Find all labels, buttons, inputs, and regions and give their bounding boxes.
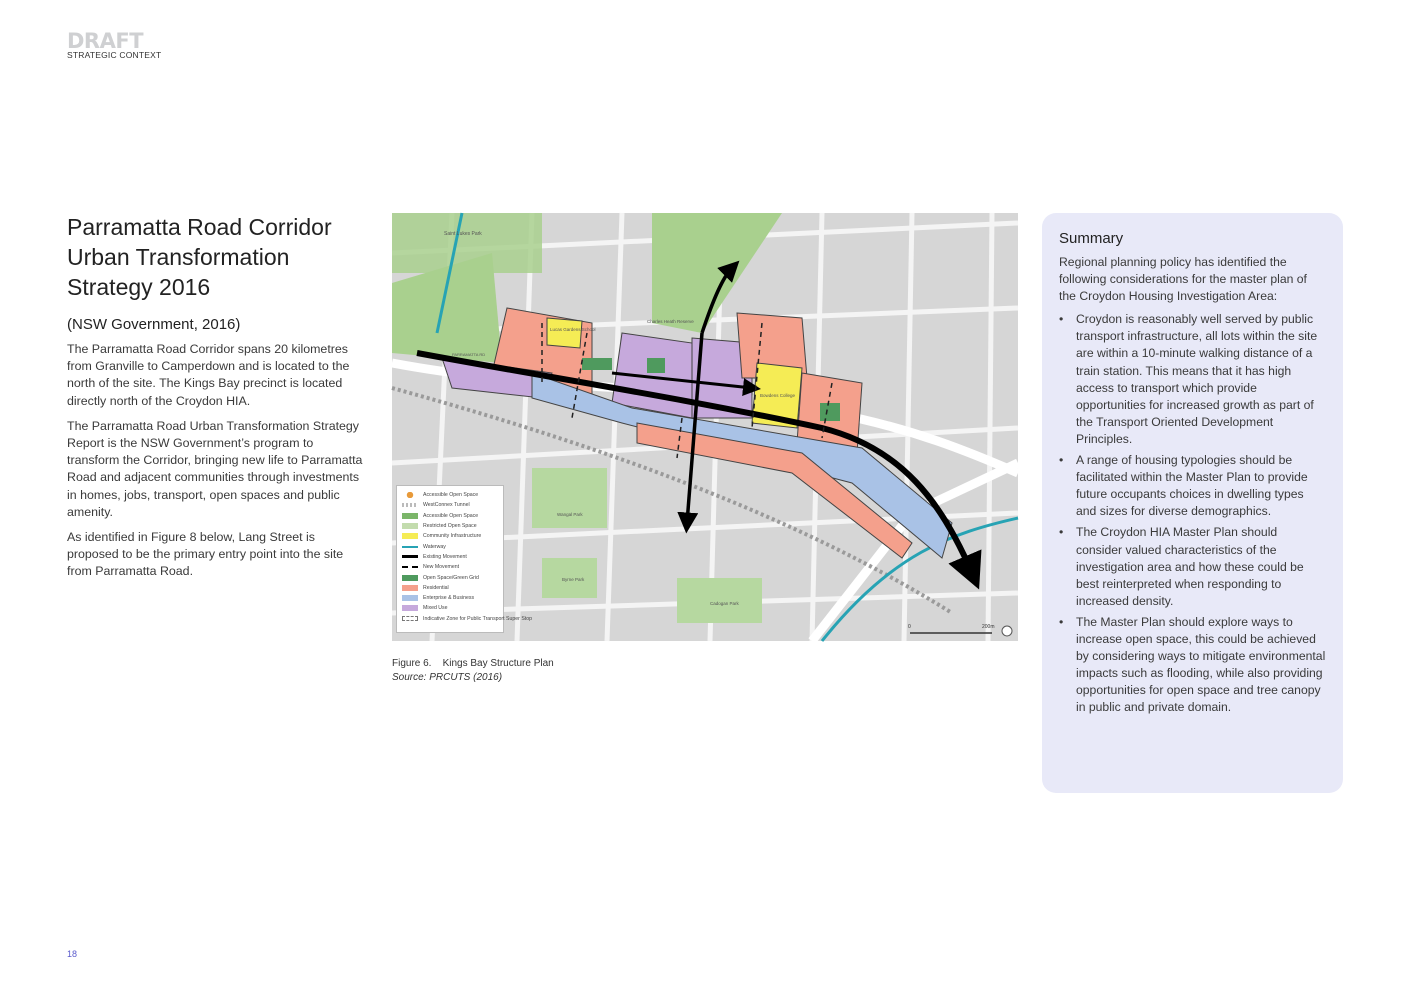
map-legend bbox=[396, 485, 532, 633]
map-label-park-1: Wangal Park bbox=[557, 512, 583, 517]
draft-watermark: DRAFT bbox=[67, 29, 144, 53]
legend-label: Open Space/Green Grid bbox=[423, 574, 479, 581]
legend-label: Accessible Open Space bbox=[423, 492, 479, 499]
legend-label: Residential bbox=[423, 584, 449, 591]
legend-swatch-icon bbox=[402, 513, 418, 519]
intro-column bbox=[67, 212, 369, 589]
legend-label: Restricted Open Space bbox=[423, 523, 477, 530]
legend-label: Mixed Use bbox=[423, 605, 448, 612]
map-label-park-2: Byrne Park bbox=[562, 577, 585, 582]
legend-swatch-icon bbox=[402, 575, 418, 581]
legend-label: New Movement bbox=[423, 564, 460, 571]
summary-intro: Regional planning policy has identified the following considerations for the master plan of the Croydon Housing Investigation Area: bbox=[1059, 255, 1307, 304]
legend-item bbox=[402, 603, 498, 613]
legend-item bbox=[402, 490, 498, 500]
legend-item bbox=[402, 541, 498, 551]
page-title bbox=[67, 212, 369, 302]
title-line-1: Parramatta Road Corridor bbox=[67, 214, 332, 240]
legend-label: Indicative Zone for Public Transport Super Stop bbox=[423, 615, 532, 622]
title-line-3: Strategy 2016 bbox=[67, 274, 211, 300]
map-label-college: Bowdens College bbox=[760, 393, 796, 398]
legend-item bbox=[402, 583, 498, 593]
legend-swatch-icon bbox=[402, 503, 418, 507]
map-label-park-3: Cadogan Park bbox=[710, 601, 739, 606]
scale-distance-label: 200m bbox=[982, 624, 995, 630]
legend-swatch-icon bbox=[402, 566, 418, 568]
legend-item bbox=[402, 614, 532, 624]
list-item-text: The Croydon HIA Master Plan should consider valued characteristics of the investigation area and how these could be best reinterpreted when responding to increased density. bbox=[1076, 525, 1304, 608]
list-item bbox=[1059, 311, 1326, 448]
legend-item bbox=[402, 572, 498, 582]
list-item bbox=[1059, 524, 1326, 609]
legend-swatch-icon bbox=[402, 605, 418, 611]
legend-swatch-icon bbox=[402, 595, 418, 601]
list-item-text: Croydon is reasonably well served by public transport infrastructure, all lots within the site are within a 10-minute walking distance of a train station. This means that it has high access to transport which provide opportunities for increased growth as part of the Transport Oriented Development Principles. bbox=[1076, 312, 1318, 446]
bullet-icon: • bbox=[1059, 453, 1064, 468]
map-label-top-park: Saint Lukes Park bbox=[444, 231, 482, 237]
structure-plan-map bbox=[392, 213, 1018, 641]
legend-label: Enterprise & Business bbox=[423, 595, 475, 602]
north-arrow-icon bbox=[1002, 626, 1012, 636]
legend-swatch-icon bbox=[402, 555, 418, 558]
figure-title: Figure 6. Kings Bay Structure Plan bbox=[392, 658, 554, 669]
legend-swatch-icon bbox=[402, 616, 418, 621]
list-item-text: A range of housing typologies should be facilitated within the Master Plan to provide future occupants choices in dwelling types and sizes for diverse demographics. bbox=[1076, 453, 1308, 519]
summary-panel bbox=[1042, 213, 1343, 793]
legend-item bbox=[402, 562, 498, 572]
title-line-2: Urban Transformation bbox=[67, 244, 290, 270]
legend-swatch-icon bbox=[402, 585, 418, 591]
legend-swatch-icon bbox=[402, 523, 418, 529]
legend-swatch-icon bbox=[402, 546, 418, 548]
paragraph-1: The Parramatta Road Corridor spans 20 kilometres from Granville to Camperdown and is located to the north of the site. The Kings Bay precinct is located directly north of the Croydon HIA. bbox=[67, 342, 350, 408]
bullet-icon: • bbox=[1059, 525, 1064, 540]
legend-swatch-icon bbox=[402, 492, 418, 498]
paragraph-2: The Parramatta Road Urban Transformation Strategy Report is the NSW Government’s program to transform the Corridor, bringing new life to Parramatta Road and adjacent communities through investments in homes, jobs, transport, open spaces and public amenity. bbox=[67, 418, 363, 519]
legend-item bbox=[402, 531, 498, 541]
paragraph-3: As identified in Figure 8 below, Lang Street is proposed to be the primary entry point into the site from Parramatta Road. bbox=[67, 530, 344, 579]
figure-source: Source: PRCUTS (2016) bbox=[392, 672, 503, 683]
legend-item bbox=[402, 521, 498, 531]
list-item-text: The Master Plan should explore ways to increase open space, this could be achieved by considering ways to mitigate environmental impacts such as flooding, while also providing opportunities for open space and tree canopy in public and private domain. bbox=[1076, 614, 1326, 715]
list-item bbox=[1059, 452, 1326, 520]
summary-heading: Summary bbox=[1059, 230, 1124, 247]
page-number: 18 bbox=[67, 949, 78, 959]
legend-label: Waterway bbox=[423, 543, 446, 550]
legend-item bbox=[402, 593, 498, 603]
page-header bbox=[67, 30, 161, 60]
map-label-oval: Charles Heath Reserve bbox=[647, 319, 694, 324]
legend-label: Accessible Open Space bbox=[423, 512, 479, 519]
summary-list bbox=[1059, 311, 1326, 716]
figure-caption bbox=[392, 657, 554, 685]
legend-swatch-icon bbox=[402, 533, 418, 539]
legend-label: WestConnex Tunnel bbox=[423, 502, 470, 509]
page-subtitle: (NSW Government, 2016) bbox=[67, 316, 241, 333]
scale-zero-label: 0 bbox=[908, 624, 911, 630]
section-label: STRATEGIC CONTEXT bbox=[67, 50, 162, 60]
map-label-road: PARRAMATTA RD bbox=[452, 352, 486, 357]
legend-label: Community Infrastructure bbox=[423, 533, 482, 540]
legend-item bbox=[402, 511, 498, 521]
legend-item bbox=[402, 500, 498, 510]
bullet-icon: • bbox=[1059, 614, 1064, 629]
legend-item bbox=[402, 552, 498, 562]
bullet-icon: • bbox=[1059, 312, 1064, 327]
list-item bbox=[1059, 614, 1326, 717]
map-label-school: Lucas Gardens School bbox=[550, 327, 596, 332]
legend-label: Existing Movement bbox=[423, 553, 467, 560]
